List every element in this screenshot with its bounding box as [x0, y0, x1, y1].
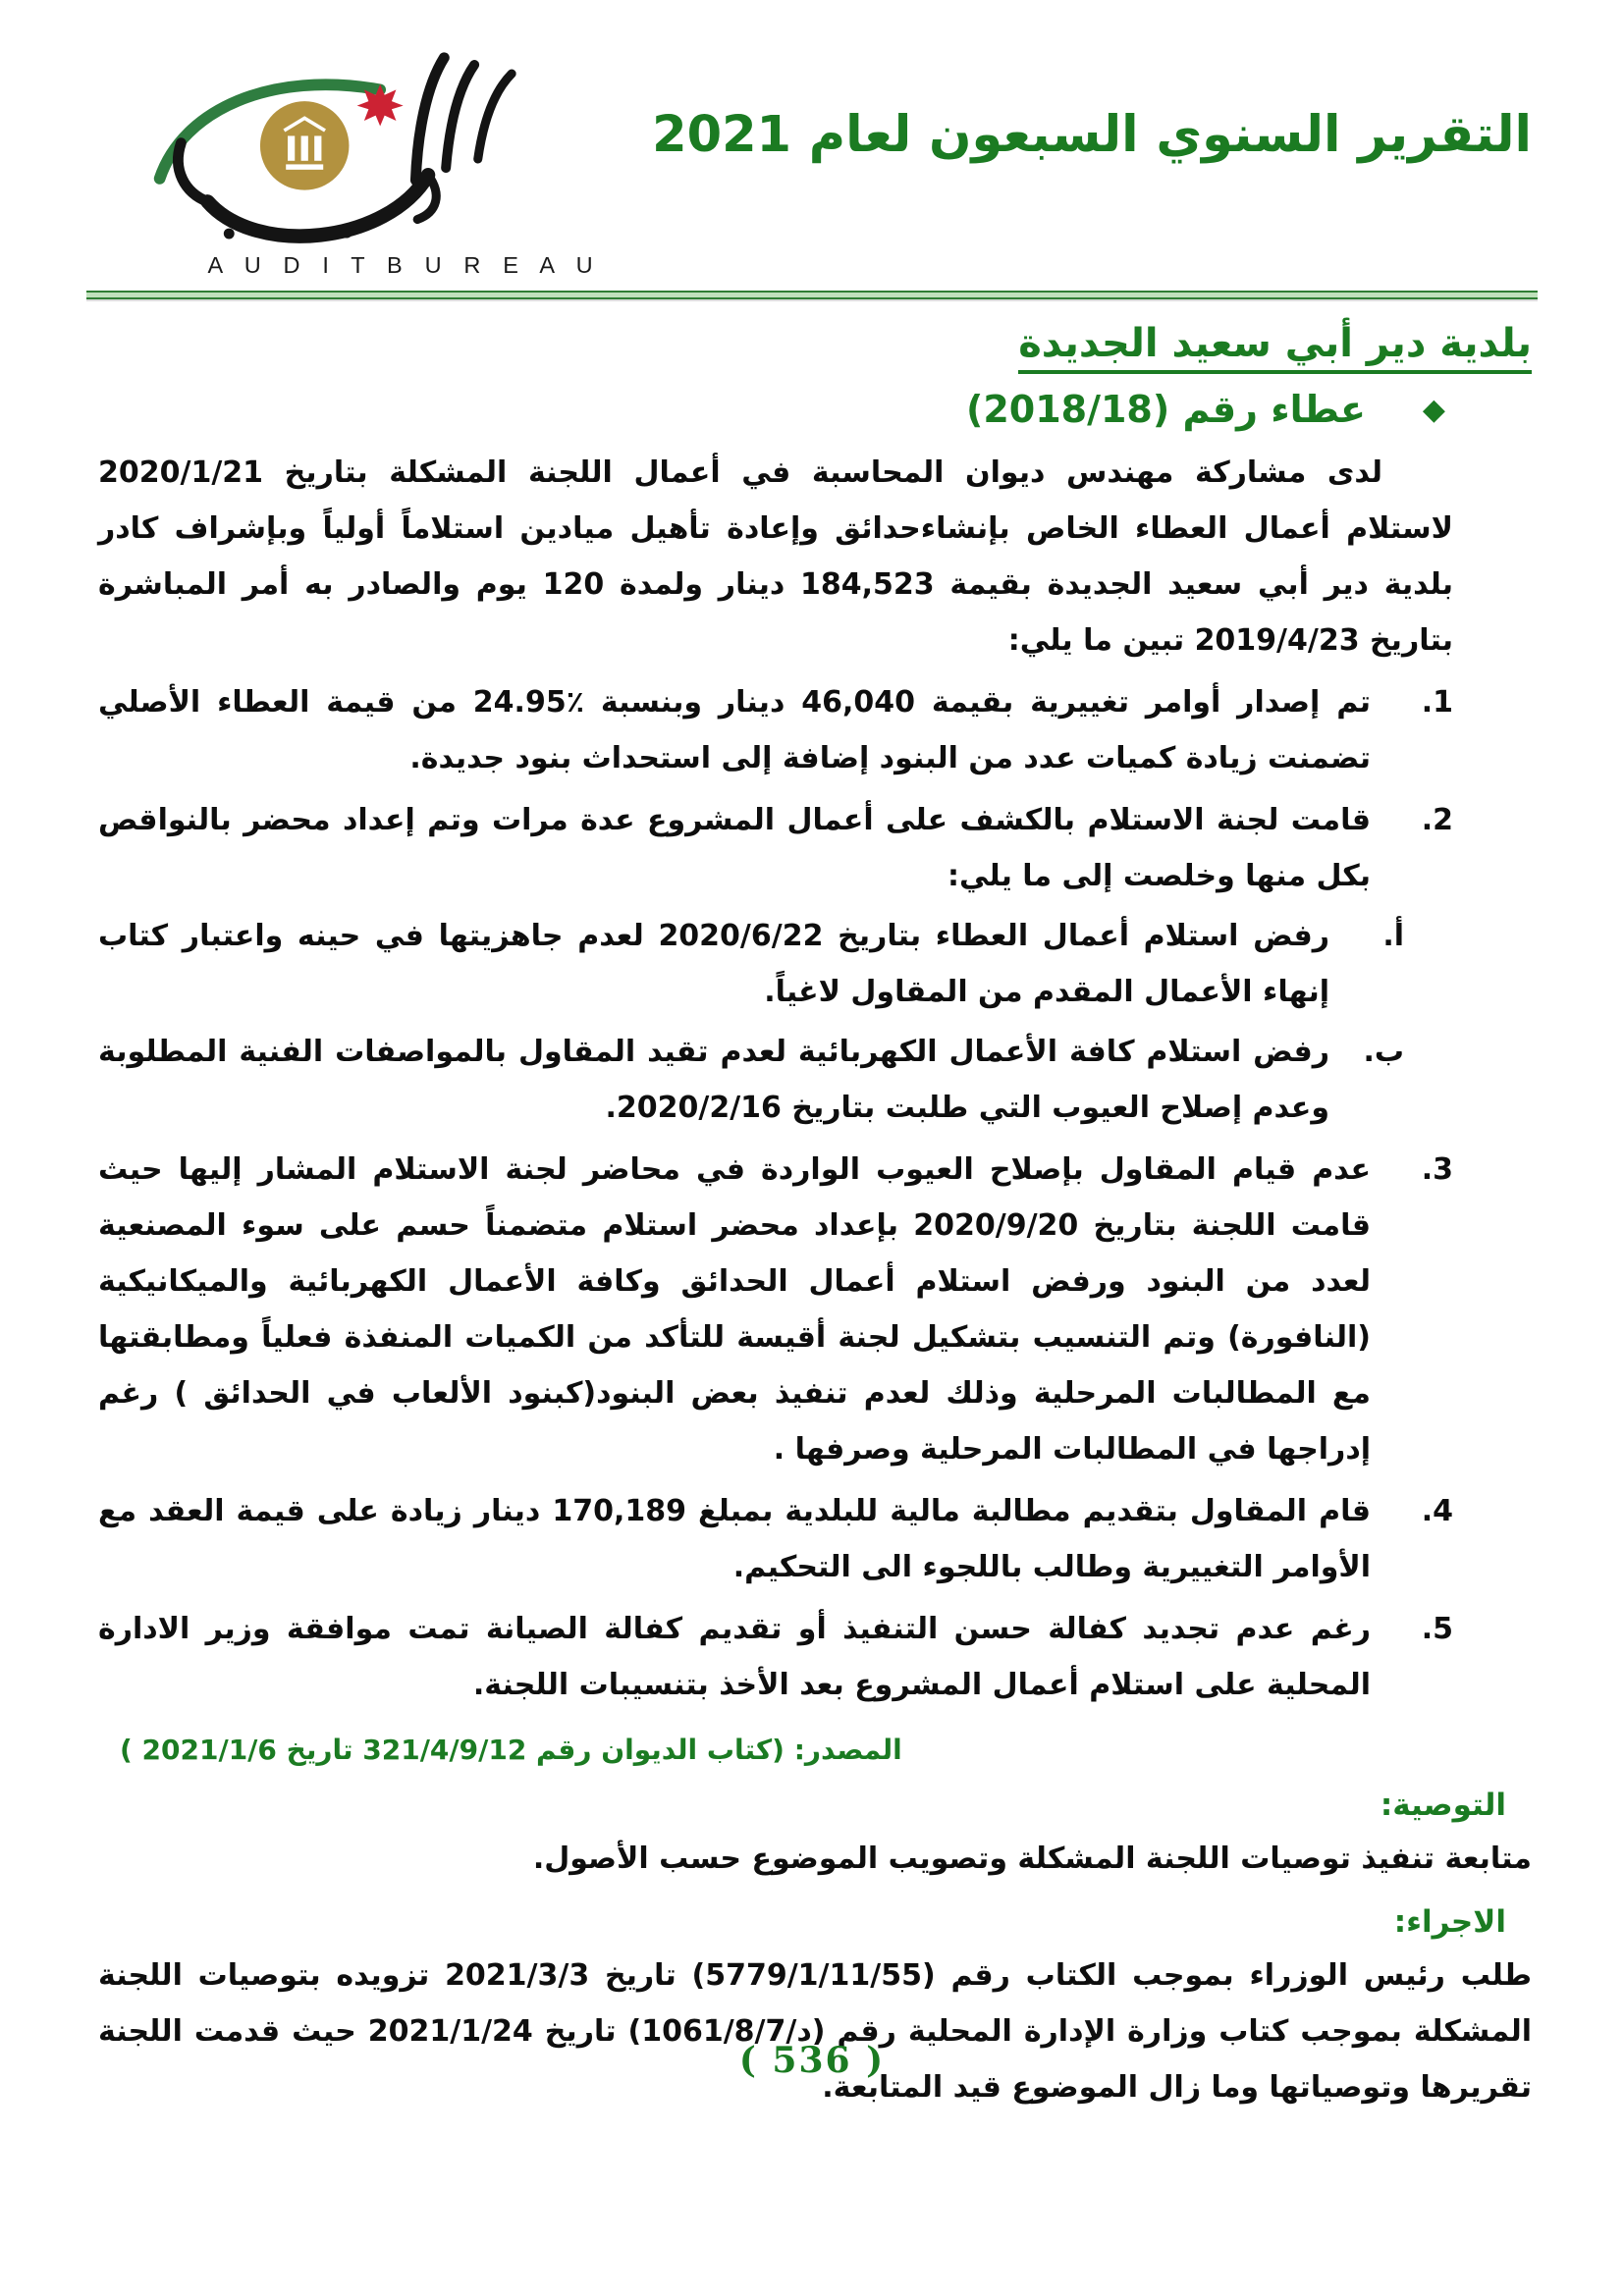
logo-calligraphy-stroke [478, 74, 512, 159]
logo-petra-column [288, 135, 295, 160]
finding-item-1 [92, 674, 1453, 786]
sub-finding-text: رفض استلام كافة الأعمال الكهربائية لعدم تقيد المقاول بالمواصفات الفنية المطلوبة وعدم إصلاح العيوب التي طلبت بتاريخ 2020/2/16. [98, 1034, 1329, 1125]
action-text: طلب رئيس الوزراء بموجب الكتاب رقم (5779/1/11/55) تاريخ 2021/3/3 تزويده بتوصيات اللجنة المشكلة بموجب كتاب وزارة الإدارة المحلية رقم (⁦د/1061/8/7⁩) تاريخ 2021/1/24 حيث قدمت اللجنة تقريرها وتوصياتها وما زال الموضوع قيد المتابعة. [98, 1957, 1532, 2105]
audit-bureau-logo-art [98, 27, 609, 281]
finding-text: عدم قيام المقاول بإصلاح العيوب الواردة في محاضر لجنة الاستلام المشار إليها حيث قامت اللجنة بتاريخ 2020/9/20 بإعداد محضر استلام متضمناً حسم على سوء المصنعية لعدد من البنود ورفض استلام أعمال الحدائق وكافة الأعمال الكهربائية والميكانيكية (النافورة) وتم التنسيب بتشكيل لجنة أقيسة للتأكد من الكميات المنفذة فعلياً ومطابقتها مع المطالبات المرحلية وذلك لعدم تنفيذ بعض البنود(كبنود الألعاب في الحدائق ) رغم إدراجها في المطالبات المرحلية وصرفها . [98, 1151, 1371, 1467]
finding-number: 1. [1421, 684, 1453, 720]
logo-wordmark-en: A U D I T B U R E A U [207, 251, 601, 278]
logo-calligraphy-stroke [415, 58, 444, 181]
finding-item-2 [92, 792, 1453, 904]
finding-number: 5. [1421, 1611, 1453, 1646]
document-body [92, 321, 1532, 2115]
finding-number: 2. [1421, 802, 1453, 837]
report-title-wrap [609, 27, 1532, 167]
logo-calligraphy-stroke [446, 65, 474, 168]
municipality-heading: بلدية دير أبي سعيد الجديدة [1018, 321, 1532, 374]
finding-text: قامت لجنة الاستلام بالكشف على أعمال المشروع عدة مرات وتم إعداد محضر بالنواقص بكل منها وخلصت إلى ما يلي: [98, 802, 1371, 893]
municipality-heading-row [92, 321, 1532, 374]
recommendation-text: متابعة تنفيذ توصيات اللجنة المشكلة وتصويب الموضوع حسب الأصول. [532, 1841, 1532, 1876]
recommendation-header: التوصية: [1380, 1787, 1506, 1823]
page-header [92, 27, 1532, 281]
logo-calligraphy-dot [224, 229, 235, 240]
finding-text: قام المقاول بتقديم مطالبة مالية للبلدية بمبلغ 170,189 دينار زيادة على قيمة العقد مع الأوامر التغييرية وطالب باللجوء الى التحكيم. [98, 1493, 1371, 1584]
logo-petra-column [301, 135, 308, 160]
sub-finding-letter: ب. [1363, 1034, 1404, 1069]
sub-finding-letter: أ. [1382, 918, 1404, 953]
tender-bullet-row [92, 388, 1445, 433]
logo-calligraphy-dot [340, 226, 352, 239]
header-divider-rule [86, 291, 1538, 299]
diamond-bullet-icon: ◆ [1422, 392, 1445, 427]
finding-text: تم إصدار أوامر تغييرية بقيمة 46,040 دينار وبنسبة ٪24.95 من قيمة العطاء الأصلي تضمنت زيادة كميات عدد من البنود إضافة إلى استحداث بنود جديدة. [98, 684, 1371, 775]
finding-item-3 [92, 1142, 1453, 1477]
tender-number: عطاء رقم (2018/18) [965, 388, 1366, 431]
sub-finding-a [92, 908, 1404, 1020]
audit-bureau-logo [98, 27, 609, 281]
finding-number: 4. [1421, 1493, 1453, 1528]
page-footer [0, 2040, 1624, 2081]
sub-finding-text: رفض استلام أعمال العطاء بتاريخ 2020/6/22 لعدم جاهزيتها في حينه واعتبار كتاب إنهاء الأعمال المقدم من المقاول لاغياً. [98, 918, 1329, 1009]
finding-item-4 [92, 1483, 1453, 1595]
finding-item-5 [92, 1601, 1453, 1713]
finding-text: رغم عدم تجديد كفالة حسن التنفيذ أو تقديم كفالة الصيانة تمت موافقة وزير الادارة المحلية على استلام أعمال المشروع بعد الأخذ بتنسيبات اللجنة. [98, 1611, 1371, 1702]
finding-number: 3. [1421, 1151, 1453, 1187]
logo-petra-column [314, 135, 321, 160]
page-number: ( 536 ) [738, 2040, 886, 2081]
logo-calligraphy-hook [178, 143, 207, 202]
action-header: الاجراء: [1393, 1903, 1506, 1940]
report-title: التقرير السنوي السبعون لعام 2021 [652, 106, 1532, 164]
logo-petra-base [286, 164, 323, 169]
intro-paragraph: لدى مشاركة مهندس ديوان المحاسبة في أعمال اللجنة المشكلة بتاريخ 2020/1/21 لاستلام أعمال العطاء الخاص بإنشاءحدائق وإعادة تأهيل ميادين استلاماً أولياً وبإشراف كادر بلدية دير أبي سعيد الجديدة بقيمة 184,523 دينار ولمدة 120 يوم والصادر به أمر المباشرة بتاريخ 2019/4/23 تبين ما يلي: [98, 454, 1453, 658]
sub-finding-b [92, 1024, 1404, 1136]
source-line-row [92, 1731, 1532, 1770]
source-line: المصدر: (كتاب الديوان رقم 321/4/9/12 تاريخ 2021/1/6 ) [120, 1733, 902, 1766]
